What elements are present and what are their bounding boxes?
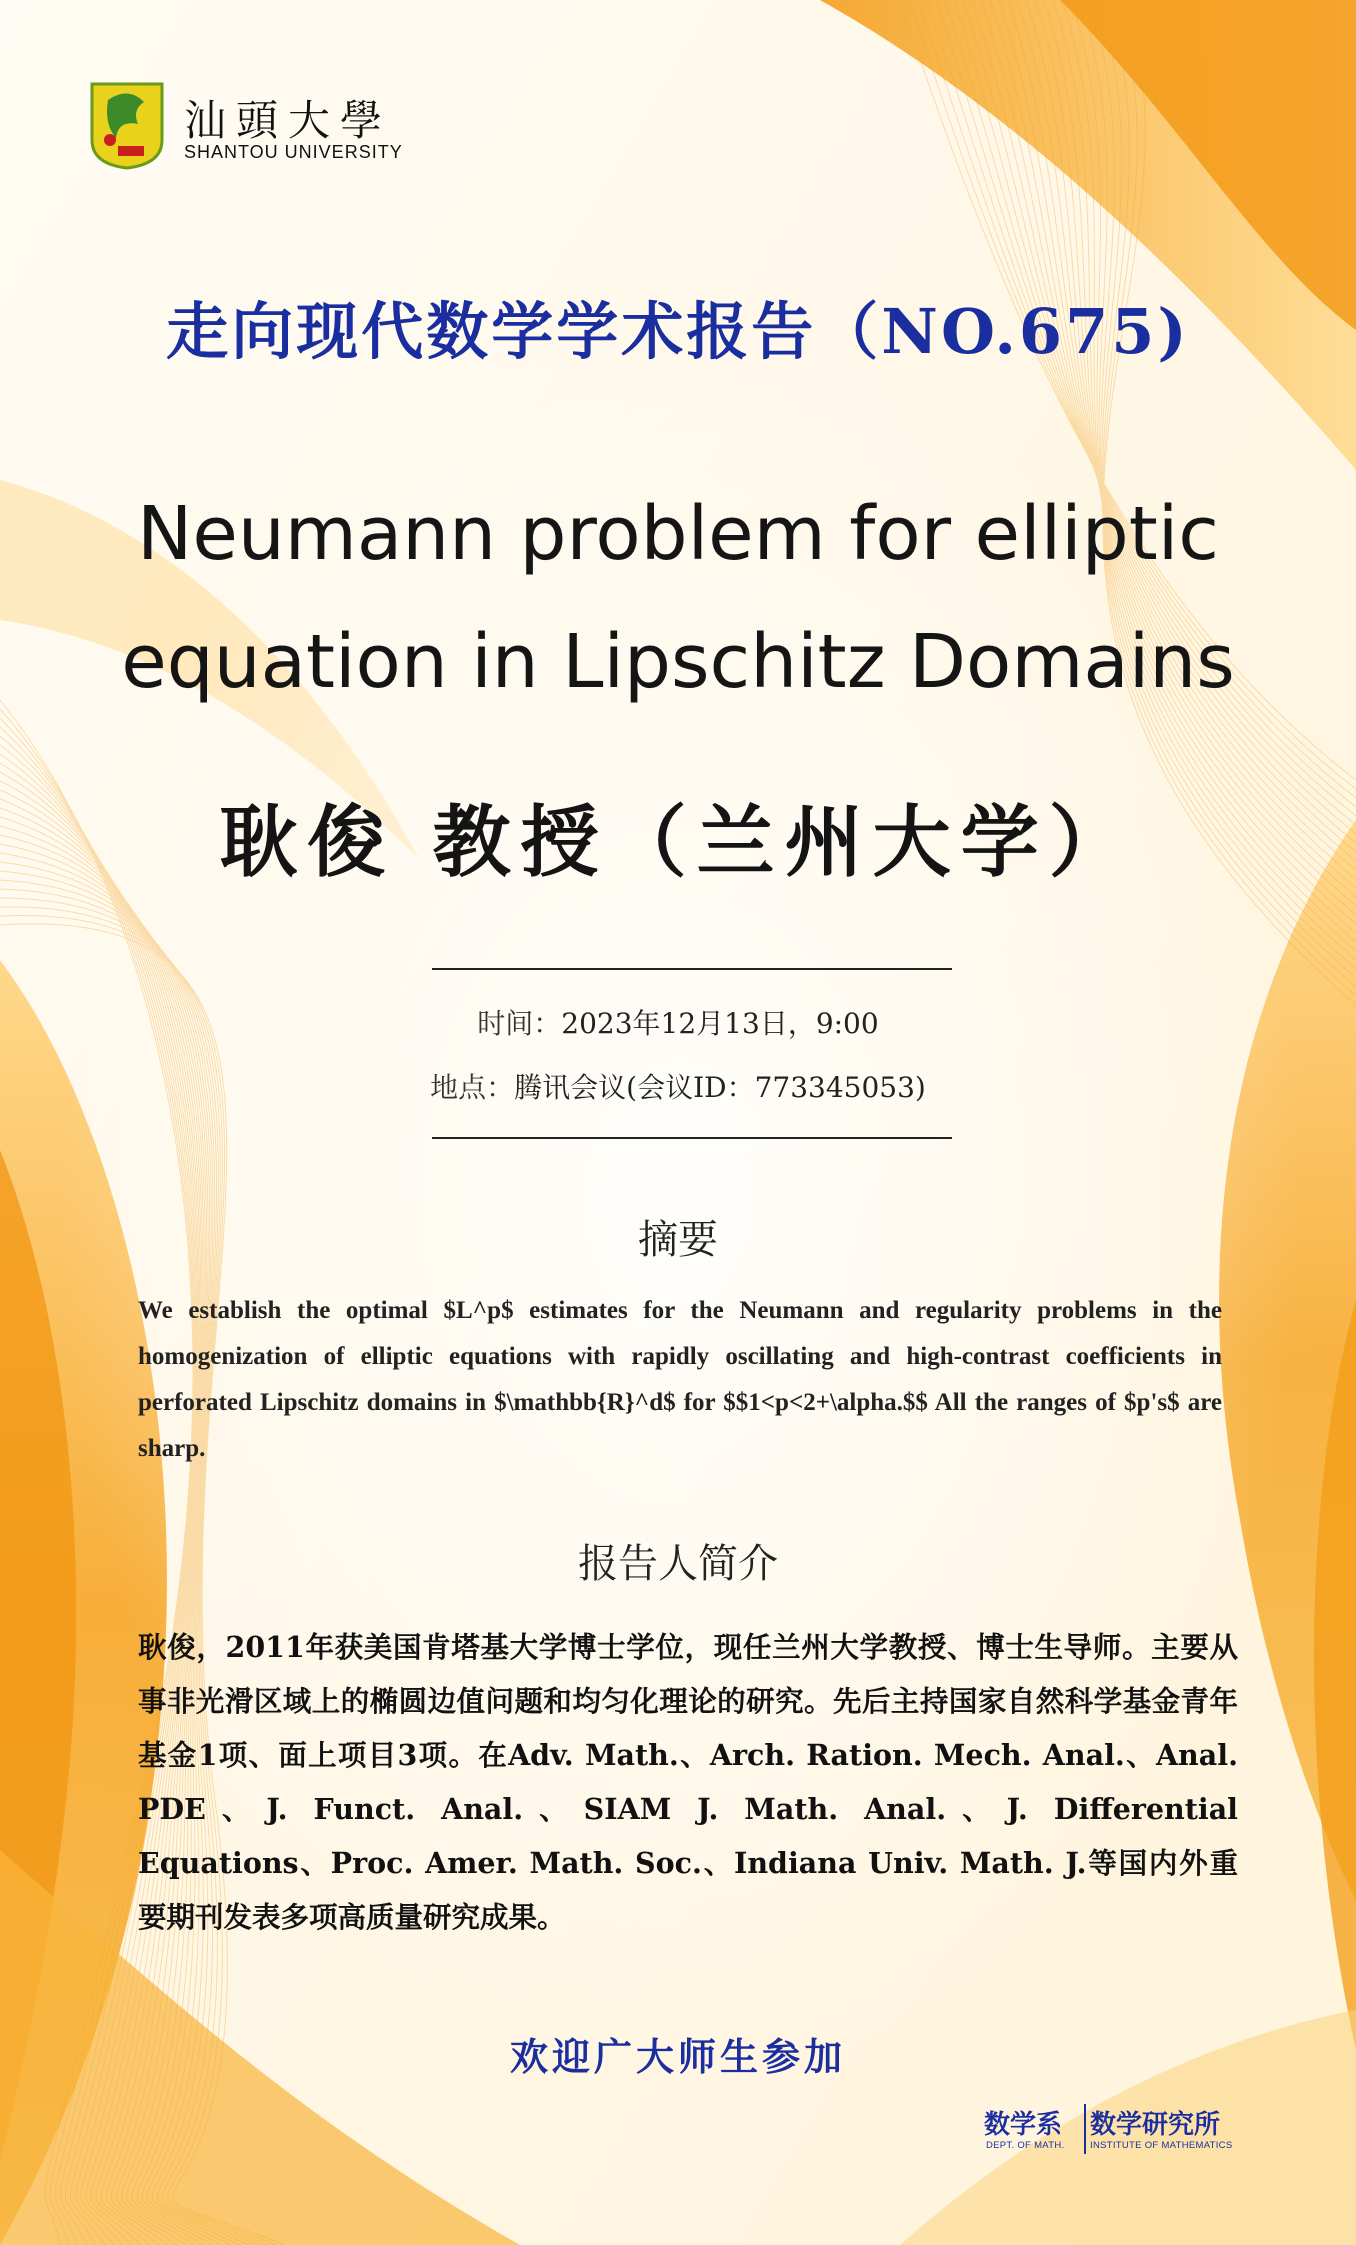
event-place bbox=[0, 1066, 1356, 1106]
abstract-text: We establish the optimal $L^p$ estimates for the Neumann and regularity problems in the homogenization of elliptic equations with rapidly oscillating and high-contrast coefficients in perforated Lipschitz domains in $\mathbb{R}^d$ for $$1<p<2+\alpha.$$ All the ranges of $p's$ are sharp. bbox=[138, 1297, 1222, 1462]
abstract-heading: 摘要 bbox=[638, 1217, 718, 1263]
university-logo bbox=[88, 80, 403, 172]
talk-title-line1: Neumann problem for elliptic bbox=[137, 491, 1219, 577]
bio-text: 耿俊，2011年获美国肯塔基大学博士学位，现任兰州大学教授、博士生导师。主要从事非光滑区域上的椭圆边值问题和均匀化理论的研究。先后主持国家自然科学基金青年基金1项、面上项目3项。在Adv. Math.、Arch. Ration. Mech. Anal.、Anal. PDE、J. Funct. Anal.、SIAM J. Math. Anal.、J. Differential Equations、Proc. Amer. Math. Soc.、Indiana Univ. Math. J.等国内外重要期刊发表多项高质量研究成果。 bbox=[138, 1630, 1238, 1934]
institute-name-cn: 数学研究所 bbox=[1090, 2110, 1221, 2140]
institute-name-en: INSTITUTE OF MATHEMATICS bbox=[1090, 2140, 1233, 2151]
department-logo bbox=[982, 2104, 1233, 2164]
talk-title-line2: equation in Lipschitz Domains bbox=[121, 619, 1235, 705]
speaker-name: 耿俊 教授（兰州大学） bbox=[219, 797, 1137, 888]
place-value: 腾讯会议(会议ID：773345053) bbox=[514, 1071, 926, 1104]
dept-divider bbox=[1084, 2104, 1086, 2154]
university-name-en: SHANTOU UNIVERSITY bbox=[184, 142, 403, 162]
divider-top bbox=[432, 968, 952, 970]
university-name-cn: 汕頭大學 bbox=[184, 96, 393, 145]
time-value: 2023年12月13日，9:00 bbox=[561, 1007, 879, 1040]
welcome-text: 欢迎广大师生参加 bbox=[509, 2034, 846, 2079]
time-label: 时间： bbox=[477, 1007, 562, 1040]
event-time bbox=[0, 1002, 1356, 1042]
divider-bottom bbox=[432, 1137, 952, 1139]
bio-heading: 报告人简介 bbox=[578, 1541, 778, 1587]
talk-title bbox=[120, 470, 1236, 726]
lecture-series-title: 走向现代数学学术报告（NO.675) bbox=[166, 295, 1190, 368]
place-label: 地点： bbox=[430, 1071, 515, 1104]
university-emblem-icon bbox=[88, 80, 166, 170]
dept-name-en: DEPT. OF MATH. bbox=[986, 2140, 1065, 2151]
dept-name-cn: 数学系 bbox=[984, 2110, 1063, 2140]
